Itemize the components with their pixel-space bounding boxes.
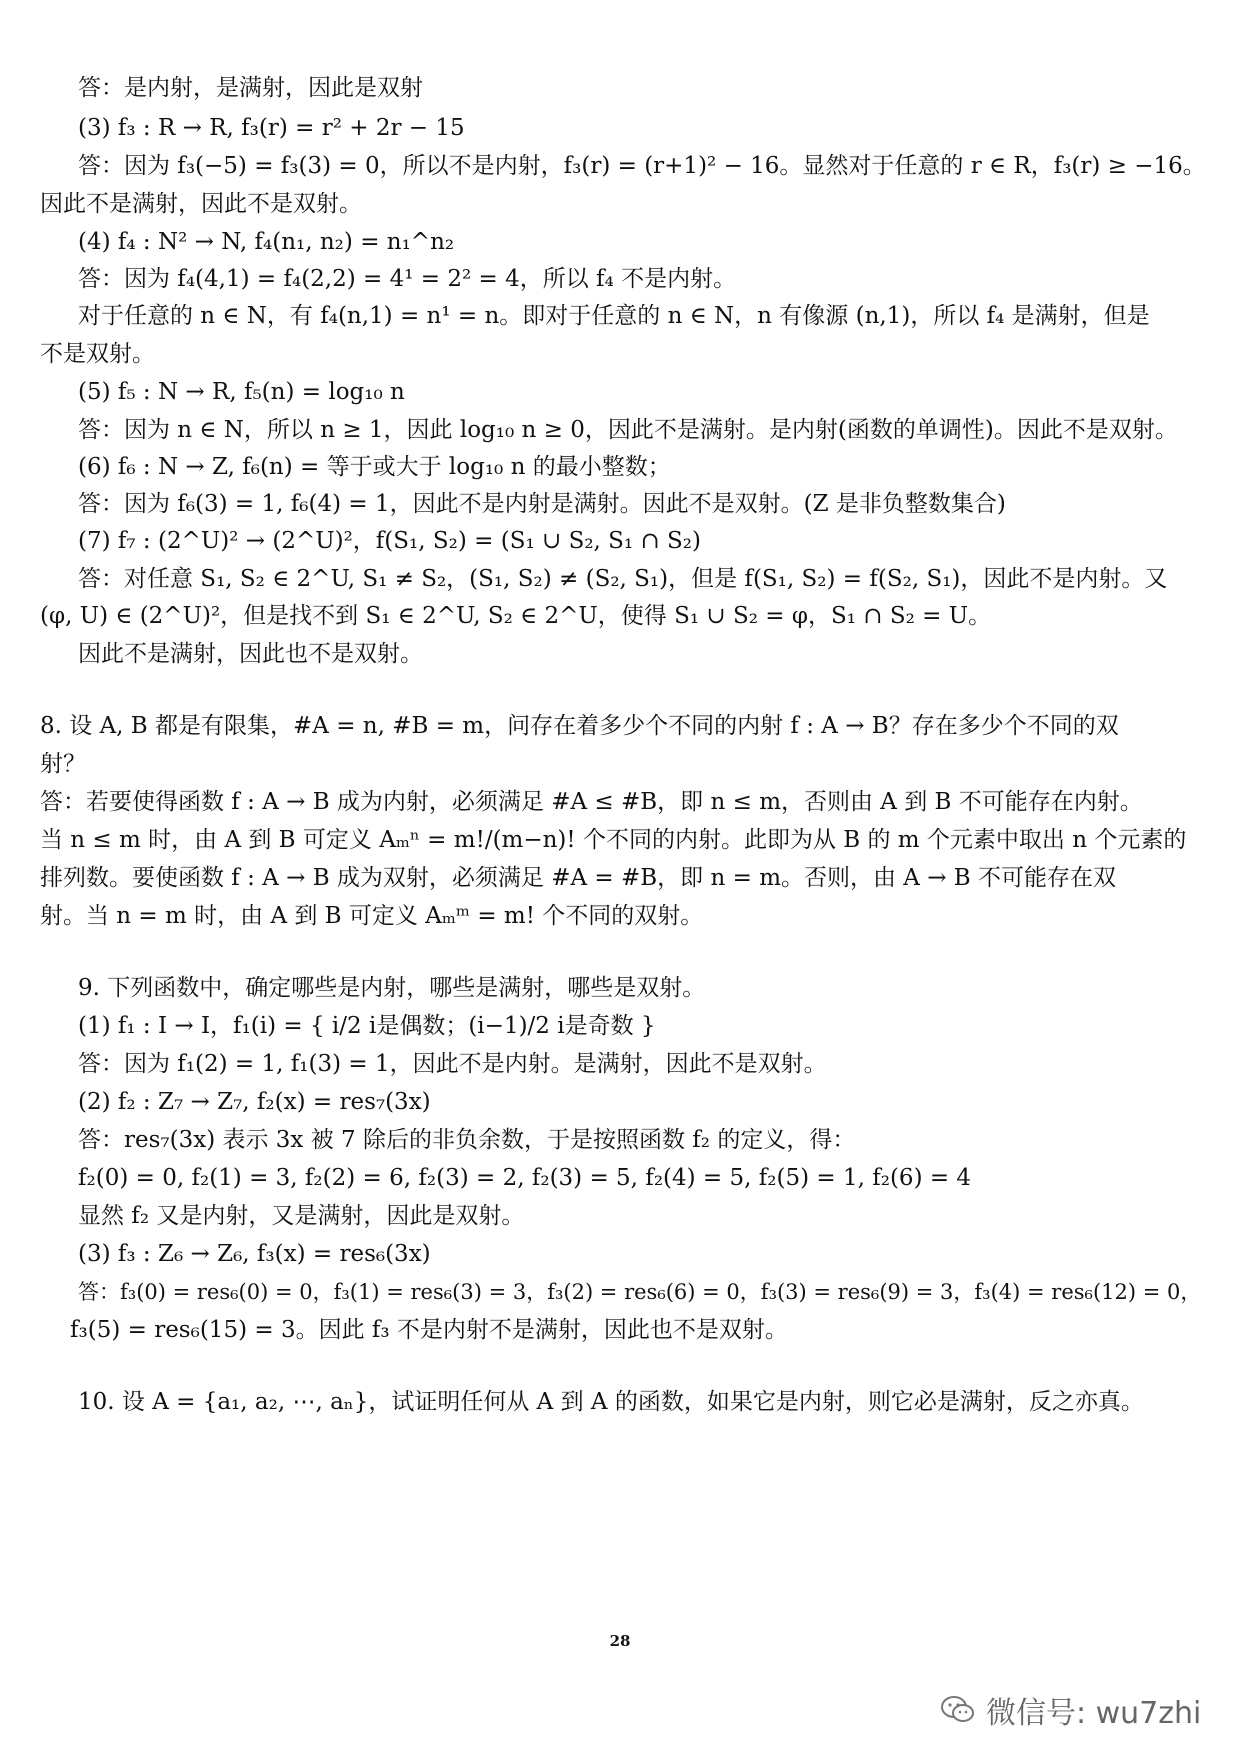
text-line: 显然 f₂ 又是内射，又是满射，因此是双射。 (78, 1203, 525, 1229)
text-line: (φ, U) ∈ (2^U)²，但是找不到 S₁ ∈ 2^U, S₂ ∈ 2^U，使得 S₁ ∪ S₂ = φ，S₁ ∩ S₂ = U。 (40, 603, 992, 629)
watermark-text: 微信号: wu7zhi (986, 1696, 1202, 1731)
text-line: 因此不是满射，因此不是双射。 (40, 191, 362, 217)
text-line: (2) f₂ : Z₇ → Z₇, f₂(x) = res₇(3x) (78, 1089, 431, 1115)
text-line: (6) f₆ : N → Z, f₆(n) = 等于或大于 log₁₀ n 的最小整数； (78, 454, 671, 480)
text-line: 答：若要使得函数 f : A → B 成为内射，必须满足 #A ≤ #B，即 n ≤ m，否则由 A 到 B 不可能存在内射。 (40, 789, 1143, 815)
page-number: 28 (609, 1632, 631, 1650)
text-line: (3) f₃ : R → R, f₃(r) = r² + 2r − 15 (78, 115, 465, 141)
text-line: 射。当 n = m 时，由 A 到 B 可定义 Aₘᵐ = m! 个不同的双射。 (40, 903, 704, 929)
text-line: 不是双射。 (40, 341, 155, 367)
text-line: 答：因为 f₁(2) = 1, f₁(3) = 1，因此不是内射。是满射，因此不是双射。 (78, 1051, 827, 1077)
question-8: 8. 设 A, B 都是有限集，#A = n, #B = m，问存在着多少个不同的内射 f : A → B？存在多少个不同的双 (40, 713, 1119, 739)
text-line: 答：因为 f₆(3) = 1, f₆(4) = 1，因此不是内射是满射。因此不是双射。(Z 是非负整数集合) (78, 491, 1006, 517)
text-line: (7) f₇ : (2^U)² → (2^U)²，f(S₁, S₂) = (S₁ ∪ S₂, S₁ ∩ S₂) (78, 528, 701, 554)
text-line: 答：对任意 S₁, S₂ ∈ 2^U, S₁ ≠ S₂，(S₁, S₂) ≠ (S₂, S₁)，但是 f(S₁, S₂) = f(S₂, S₁)，因此不是内射。又 (78, 566, 1168, 592)
text-line: f₃(5) = res₆(15) = 3。因此 f₃ 不是内射不是满射，因此也不是双射。 (70, 1317, 788, 1343)
text-line: (5) f₅ : N → R, f₅(n) = log₁₀ n (78, 379, 405, 405)
text-line: 当 n ≤ m 时，由 A 到 B 可定义 Aₘⁿ = m!/(m−n)! 个不同的内射。此即为从 B 的 m 个元素中取出 n 个元素的 (40, 827, 1187, 853)
watermark (940, 1688, 1201, 1732)
text-line: 答：因为 f₄(4,1) = f₄(2,2) = 4¹ = 2² = 4，所以 f₄ 不是内射。 (78, 266, 737, 292)
text-line: 答：res₇(3x) 表示 3x 被 7 除后的非负余数，于是按照函数 f₂ 的定义，得： (78, 1127, 856, 1153)
text-line: 排列数。要使函数 f : A → B 成为双射，必须满足 #A = #B，即 n = m。否则，由 A → B 不可能存在双 (40, 865, 1117, 891)
text-line: 对于任意的 n ∈ N，有 f₄(n,1) = n¹ = n。即对于任意的 n ∈ N，n 有像源 (n,1)，所以 f₄ 是满射，但是 (78, 303, 1150, 329)
question-9: 9. 下列函数中，确定哪些是内射，哪些是满射，哪些是双射。 (78, 975, 706, 1001)
question-10: 10. 设 A = {a₁, a₂, ⋯, aₙ}，试证明任何从 A 到 A 的函数，如果它是内射，则它必是满射，反之亦真。 (78, 1389, 1144, 1415)
text-line: 答：因为 f₃(−5) = f₃(3) = 0，所以不是内射，f₃(r) = (r+1)² − 16。显然对于任意的 r ∈ R，f₃(r) ≥ −16。 (78, 153, 1206, 179)
text-line: 射？ (40, 751, 86, 777)
text-line: 答：是内射，是满射，因此是双射 (78, 75, 423, 101)
text-line: (1) f₁ : I → I，f₁(i) = { i/2 i是偶数；(i−1)/2 i是奇数 } (78, 1013, 656, 1039)
text-line: (4) f₄ : N² → N, f₄(n₁, n₂) = n₁^n₂ (78, 229, 455, 255)
text-line: (3) f₃ : Z₆ → Z₆, f₃(x) = res₆(3x) (78, 1241, 431, 1267)
text-line: f₂(0) = 0, f₂(1) = 3, f₂(2) = 6, f₂(3) = 2, f₂(3) = 5, f₂(4) = 5, f₂(5) = 1, f₂(6) = 4 (78, 1165, 972, 1191)
text-line: 答：f₃(0) = res₆(0) = 0，f₃(1) = res₆(3) = 3，f₃(2) = res₆(6) = 0，f₃(3) = res₆(9) = 3，f₃(4) = res₆(12) = 0， (78, 1280, 1202, 1304)
wechat-logo-icon (940, 1695, 976, 1725)
text-line: 因此不是满射，因此也不是双射。 (78, 641, 423, 667)
text-line: 答：因为 n ∈ N，所以 n ≥ 1，因此 log₁₀ n ≥ 0，因此不是满射。是内射(函数的单调性)。因此不是双射。 (78, 417, 1178, 443)
